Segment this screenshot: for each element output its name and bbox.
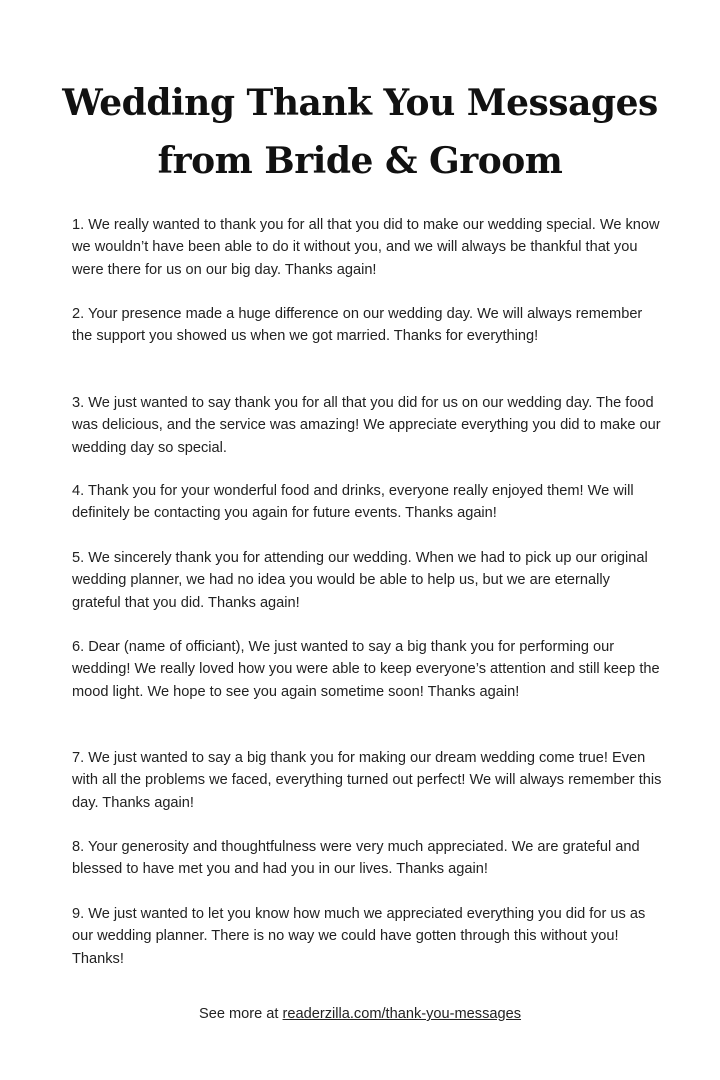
page-title-line-2: from Bride & Groom [157, 140, 563, 182]
message-item-4: 4. Thank you for your wonderful food and drinks, everyone really enjoyed them! We will definitely be contacting you again for future events. Thanks again! [72, 483, 634, 522]
message-item-6: 6. Dear (name of officiant), We just wanted to say a big thank you for performing our wedding! We really loved how you were able to keep everyone’s attention and still keep the mood light. We hope to see you again sometime soon! Thanks again! [72, 639, 660, 700]
message-item-3: 3. We just wanted to say thank you for all that you did for us on our wedding day. The food was delicious, and the service was amazing! We appreciate everything you did to make our wedding day so special. [72, 395, 661, 456]
message-item-8: 8. Your generosity and thoughtfulness were very much appreciated. We are grateful and blessed to have met you and had you in our lives. Thanks again! [72, 839, 640, 878]
message-item-5: 5. We sincerely thank you for attending our wedding. When we had to pick up our original wedding planner, we had no idea you would be able to help us, but we are eternally grateful that you did. Thanks again! [72, 550, 648, 611]
footer-link[interactable]: readerzilla.com/thank-you-messages [282, 1006, 522, 1022]
page-title [40, 74, 680, 190]
message-item-1: 1. We really wanted to thank you for all that you did to make our wedding special. We know we wouldn’t have been able to do it without you, and we will always be thankful that you were there for us on our big day. Thanks again! [72, 217, 660, 278]
message-item-7: 7. We just wanted to say a big thank you for making our dream wedding come true! Even with all the problems we faced, everything turned out perfect! We will always remember this day. Thanks again! [72, 750, 662, 811]
page-title-line-1: Wedding Thank You Messages [62, 82, 658, 124]
footer [0, 1006, 720, 1022]
footer-prefix: See more at [198, 1006, 283, 1022]
message-item-9: 9. We just wanted to let you know how much we appreciated everything you did for us as our wedding planner. There is no way we could have gotten through this without you! Thanks! [72, 906, 646, 967]
message-item-2: 2. Your presence made a huge difference on our wedding day. We will always remember the support you showed us when we got married. Thanks for everything! [72, 306, 643, 345]
